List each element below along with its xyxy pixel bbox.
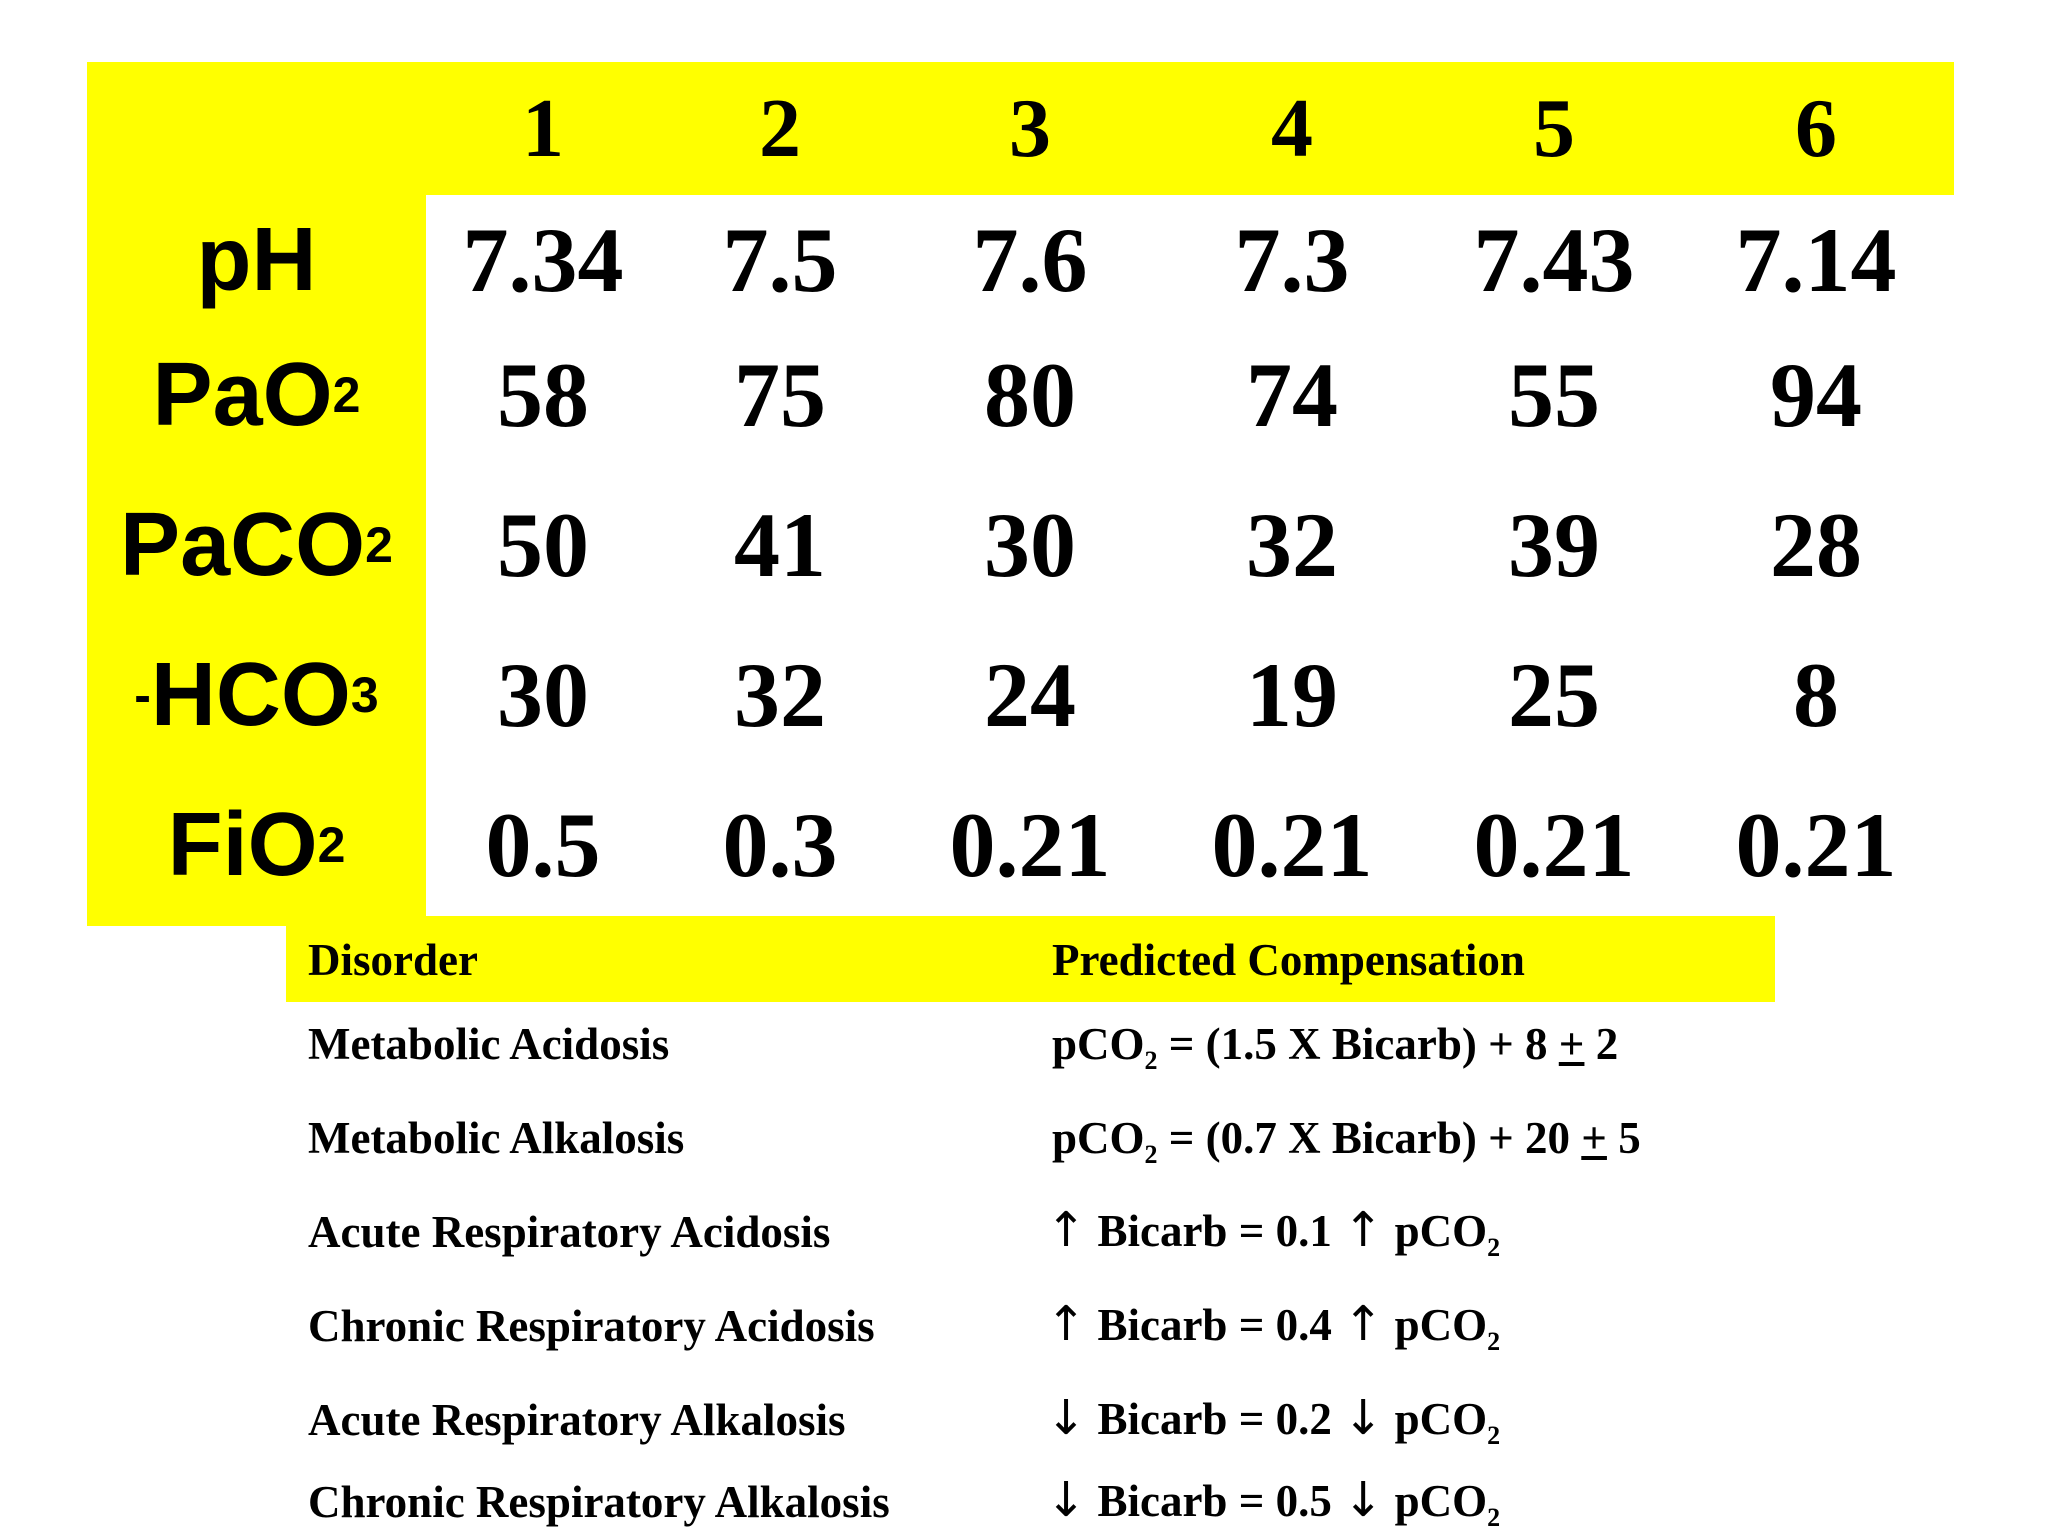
cell-fio2-4: 0.21 bbox=[1211, 794, 1373, 896]
arrow-down-icon: ↓ bbox=[1343, 1472, 1384, 1528]
arrow-down-icon: ↓ bbox=[1046, 1390, 1087, 1446]
cell-ph-1: 7.34 bbox=[462, 209, 624, 311]
compensation-acute-respiratory-alkalosis: ↓ Bicarb = 0.2 ↓ pCO$_2$ bbox=[1046, 1390, 1501, 1450]
cell-hco3-6: 8 bbox=[1793, 644, 1839, 746]
cell-paco2-2: 41 bbox=[734, 494, 826, 596]
disorder-acute-respiratory-alkalosis: Acute Respiratory Alkalosis bbox=[308, 1395, 846, 1445]
cell-paco2-3: 30 bbox=[984, 494, 1076, 596]
row-label-ph: pH bbox=[196, 209, 317, 310]
disorder-acute-respiratory-acidosis: Acute Respiratory Acidosis bbox=[308, 1207, 831, 1257]
cell-pao2-5: 55 bbox=[1508, 344, 1600, 446]
arrow-up-icon: ↑ bbox=[1046, 1202, 1087, 1258]
cell-pao2-3: 80 bbox=[984, 344, 1076, 446]
compensation-metabolic-alkalosis: pCO$_2$ = (0.7 X Bicarb) + 20 + 5 bbox=[1052, 1113, 1641, 1169]
arrow-up-icon: ↑ bbox=[1343, 1202, 1384, 1258]
compensation-metabolic-acidosis: pCO$_2$ = (1.5 X Bicarb) + 8 + 2 bbox=[1052, 1019, 1619, 1075]
column-header-2: 2 bbox=[759, 82, 801, 175]
row-label-pao2: PaO 2 bbox=[152, 344, 361, 445]
cell-hco3-5: 25 bbox=[1508, 644, 1600, 746]
row-label-hco3: - HCO 3 bbox=[134, 644, 379, 745]
cell-ph-4: 7.3 bbox=[1234, 209, 1350, 311]
cell-hco3-1: 30 bbox=[497, 644, 589, 746]
arrow-down-icon: ↓ bbox=[1046, 1472, 1087, 1528]
disorder-chronic-respiratory-alkalosis: Chronic Respiratory Alkalosis bbox=[308, 1477, 890, 1527]
compensation-header-band bbox=[286, 916, 1775, 1002]
cell-pao2-1: 58 bbox=[497, 344, 589, 446]
cell-hco3-2: 32 bbox=[734, 644, 826, 746]
disorder-metabolic-acidosis: Metabolic Acidosis bbox=[308, 1019, 670, 1069]
column-header-4: 4 bbox=[1271, 82, 1313, 175]
arrow-up-icon: ↑ bbox=[1046, 1296, 1087, 1352]
compensation-chronic-respiratory-alkalosis: ↓ Bicarb = 0.5 ↓ pCO$_2$ bbox=[1046, 1472, 1501, 1532]
cell-fio2-2: 0.3 bbox=[722, 794, 838, 896]
cell-paco2-1: 50 bbox=[497, 494, 589, 596]
cell-hco3-4: 19 bbox=[1246, 644, 1338, 746]
row-label-fio2: FiO 2 bbox=[167, 794, 346, 895]
column-header-1: 1 bbox=[522, 82, 564, 175]
column-header-6: 6 bbox=[1795, 82, 1837, 175]
column-header-5: 5 bbox=[1533, 82, 1575, 175]
cell-pao2-2: 75 bbox=[734, 344, 826, 446]
disorder-chronic-respiratory-acidosis: Chronic Respiratory Acidosis bbox=[308, 1301, 875, 1351]
cell-hco3-3: 24 bbox=[984, 644, 1076, 746]
disorder-metabolic-alkalosis: Metabolic Alkalosis bbox=[308, 1113, 685, 1163]
cell-ph-6: 7.14 bbox=[1735, 209, 1897, 311]
compensation-acute-respiratory-acidosis: ↑ Bicarb = 0.1 ↑ pCO$_2$ bbox=[1046, 1202, 1501, 1262]
cell-pao2-4: 74 bbox=[1246, 344, 1338, 446]
arrow-up-icon: ↑ bbox=[1343, 1296, 1384, 1352]
cell-ph-3: 7.6 bbox=[972, 209, 1088, 311]
arrow-down-icon: ↓ bbox=[1343, 1390, 1384, 1446]
compensation-chronic-respiratory-acidosis: ↑ Bicarb = 0.4 ↑ pCO$_2$ bbox=[1046, 1296, 1501, 1356]
cell-fio2-6: 0.21 bbox=[1735, 794, 1897, 896]
disorder-header: Disorder bbox=[308, 935, 478, 985]
column-header-3: 3 bbox=[1009, 82, 1051, 175]
cell-fio2-3: 0.21 bbox=[949, 794, 1111, 896]
cell-paco2-5: 39 bbox=[1508, 494, 1600, 596]
cell-fio2-1: 0.5 bbox=[485, 794, 601, 896]
compensation-header: Predicted Compensation bbox=[1052, 935, 1525, 985]
cell-ph-5: 7.43 bbox=[1473, 209, 1635, 311]
cell-paco2-6: 28 bbox=[1770, 494, 1862, 596]
cell-fio2-5: 0.21 bbox=[1473, 794, 1635, 896]
row-label-paco2: PaCO 2 bbox=[120, 494, 393, 595]
cell-pao2-6: 94 bbox=[1770, 344, 1862, 446]
cell-paco2-4: 32 bbox=[1246, 494, 1338, 596]
cell-ph-2: 7.5 bbox=[722, 209, 838, 311]
